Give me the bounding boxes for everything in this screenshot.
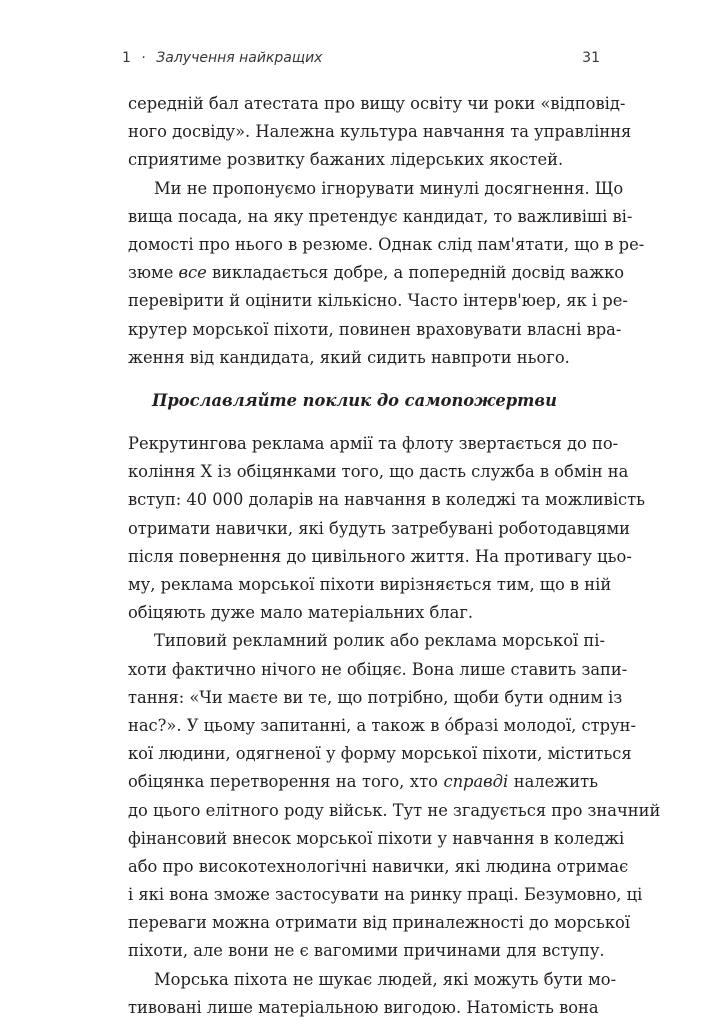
text-line: до цього елітного роду військ. Тут не згадується про значний	[128, 800, 661, 820]
text-line: Рекрутингова реклама армії та флоту звертається до по-	[128, 434, 619, 454]
text-line: крутер морської піхоти, повинен враховувати власні вра-	[128, 319, 622, 339]
text-line: домості про нього в резюме. Однак слід пам'ятати, що в ре-	[128, 234, 645, 254]
emphasis: справді	[443, 772, 509, 792]
text-run: обіцянка перетворення на того, хто	[128, 772, 444, 792]
text-line: перевірити й оцінити кількісно. Часто інтерв'юер, як і ре-	[128, 291, 628, 311]
running-head-left	[122, 50, 322, 66]
text-line: Типовий рекламний ролик або реклама морської пі-	[154, 631, 605, 651]
text-line	[128, 768, 598, 796]
text-run: викладається добре, а попередній досвід важко	[206, 263, 625, 283]
text-line: Морська піхота не шукає людей, які можуть бути мо-	[154, 969, 617, 989]
chapter-title: Залучення найкращих	[156, 50, 323, 66]
paragraph-1	[128, 90, 632, 175]
text-line: отримати навички, які будуть затребувані роботодавцями	[128, 518, 630, 538]
paragraph-4	[128, 627, 661, 965]
section-subheading: Прославляйте поклик до самопожертви	[152, 390, 557, 410]
text-line: фінансовий внесок морської піхоти у навчання в коледжі	[128, 828, 625, 848]
text-line: нас?». У цьому запитанні, а також в óбразі молодої, струн-	[128, 715, 637, 735]
text-line: обіцяють дуже мало матеріальних благ.	[128, 603, 474, 623]
text-line: і які вона зможе застосувати на ринку праці. Безумовно, ці	[128, 885, 643, 905]
text-line: Ми не пропонуємо ігнорувати минулі досягнення. Що	[154, 178, 624, 198]
text-line: або про високотехнологічні навички, які людина отримає	[128, 856, 629, 876]
text-line: сприятиме розвитку бажаних лідерських якостей.	[128, 150, 564, 170]
paragraph-2	[128, 175, 645, 372]
paragraph-3	[128, 430, 646, 627]
page-number: 31	[582, 50, 600, 66]
text-line: ного досвіду». Належна культура навчання та управління	[128, 122, 632, 142]
text-run: зюме	[128, 263, 179, 283]
text-line: коління X із обіцянками того, що дасть служба в обмін на	[128, 462, 629, 482]
body-text	[128, 90, 661, 1022]
text-line: вступ: 40 000 доларів на навчання в коледжі та можливість	[128, 490, 646, 510]
text-line: тивовані лише матеріальною вигодою. Натомість вона	[128, 997, 599, 1017]
paragraph-5	[128, 966, 617, 1022]
text-line	[128, 259, 625, 287]
text-line: переваги можна отримати від приналежності до морської	[128, 913, 631, 933]
text-line: кої людини, одягненої у форму морської піхоти, міститься	[128, 744, 632, 764]
text-line: після повернення до цивільного життя. На противагу цьо-	[128, 546, 632, 566]
text-line: ження від кандидата, який сидить навпроти нього.	[128, 347, 570, 367]
emphasis: все	[178, 263, 207, 283]
running-head	[122, 50, 600, 72]
running-head-separator: ·	[141, 50, 146, 66]
text-line: вища посада, на яку претендує кандидат, то важливіші ві-	[128, 206, 633, 226]
chapter-number: 1	[122, 50, 131, 66]
text-line: середній бал атестата про вищу освіту чи роки «відповід-	[128, 94, 626, 113]
text-line: му, реклама морської піхоти вирізняється тим, що в ній	[128, 575, 612, 594]
text-line: піхоти, але вони не є вагомими причинами для вступу.	[128, 941, 605, 961]
text-run: належить	[508, 772, 598, 792]
text-line: тання: «Чи маєте ви те, що потрібно, щоби бути одним із	[128, 687, 623, 707]
text-line: хоти фактично нічого не обіцяє. Вона лише ставить запи-	[128, 659, 628, 679]
